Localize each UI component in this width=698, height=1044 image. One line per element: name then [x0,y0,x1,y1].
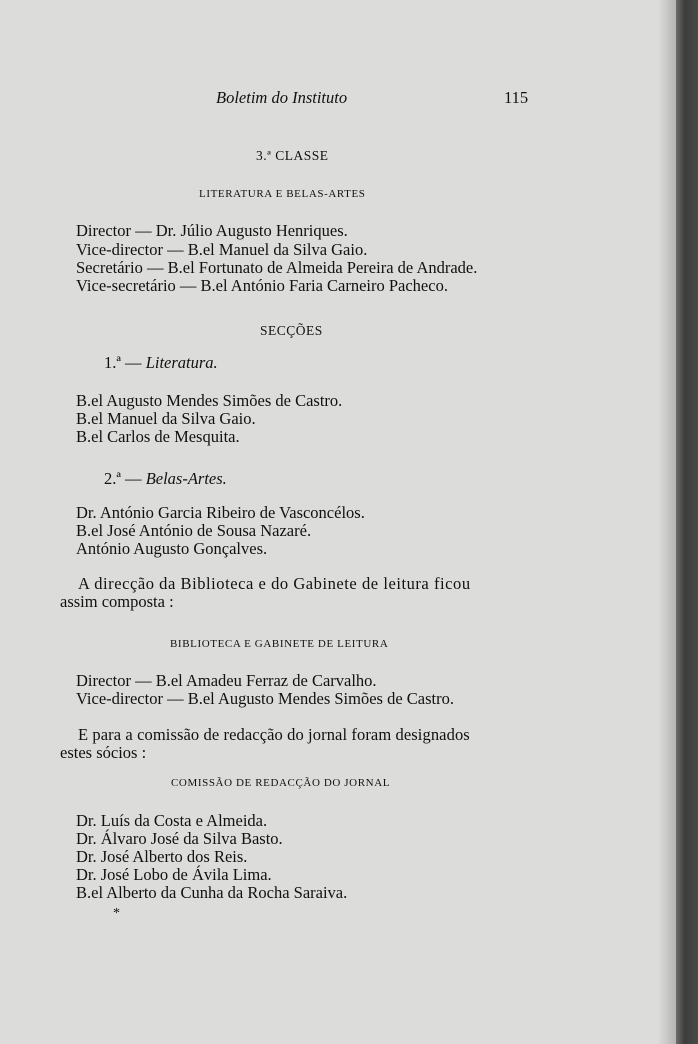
journal-paragraph-line: E para a comissão de redacção do jornal foram designados [78,725,470,744]
section-2-title: Belas-Artes. [145,469,227,488]
section-1-number: 1.ª — [104,353,142,372]
section-1-title: Literatura. [145,353,218,372]
journal-paragraph-line: estes sócios : [60,743,147,762]
page-number: 115 [504,88,529,107]
officer-line: Secretário — B.el Fortunato de Almeida Pereira de Andrade. [76,258,478,277]
section-member: António Augusto Gonçalves. [76,539,268,558]
library-paragraph-line: assim composta : [60,592,174,611]
journal-member: Dr. Álvaro José da Silva Basto. [76,829,283,848]
section-member: B.el Manuel da Silva Gaio. [76,409,256,428]
class-heading: 3.ª CLASSE [256,148,329,163]
section-2-number: 2.ª — [104,469,142,488]
journal-member: Dr. José Lobo de Ávila Lima. [76,865,272,884]
library-heading: BIBLIOTECA E GABINETE DE LEITURA [170,638,389,650]
section-2-heading [104,469,227,489]
section-member: B.el Augusto Mendes Simões de Castro. [76,391,343,410]
footer-mark: * [113,906,120,921]
library-officer: Director — B.el Amadeu Ferraz de Carvalho. [76,671,377,690]
journal-member: Dr. José Alberto dos Reis. [76,847,248,866]
section-1-heading [104,353,218,373]
book-spine-edge [676,0,698,1044]
class-subheading: LITERATURA E BELAS-ARTES [199,188,366,200]
sections-heading: SECÇÕES [260,323,323,338]
journal-heading: COMISSÃO DE REDACÇÃO DO JORNAL [171,777,391,789]
officer-line: Vice-director — B.el Manuel da Silva Gaio. [76,240,368,259]
section-member: B.el José António de Sousa Nazaré. [76,521,312,540]
running-title: Boletim do Instituto [216,88,348,107]
library-paragraph-line: A direcção da Biblioteca e do Gabinete de leitura ficou [78,574,471,593]
section-member: Dr. António Garcia Ribeiro de Vasconcélos. [76,503,365,522]
officer-line: Vice-secretário — B.el António Faria Carneiro Pacheco. [76,276,448,295]
officer-line: Director — Dr. Júlio Augusto Henriques. [76,221,348,240]
section-member: B.el Carlos de Mesquita. [76,427,240,446]
journal-member: B.el Alberto da Cunha da Rocha Saraiva. [76,883,348,902]
library-officer: Vice-director — B.el Augusto Mendes Simões de Castro. [76,689,454,708]
journal-member: Dr. Luís da Costa e Almeida. [76,811,268,830]
